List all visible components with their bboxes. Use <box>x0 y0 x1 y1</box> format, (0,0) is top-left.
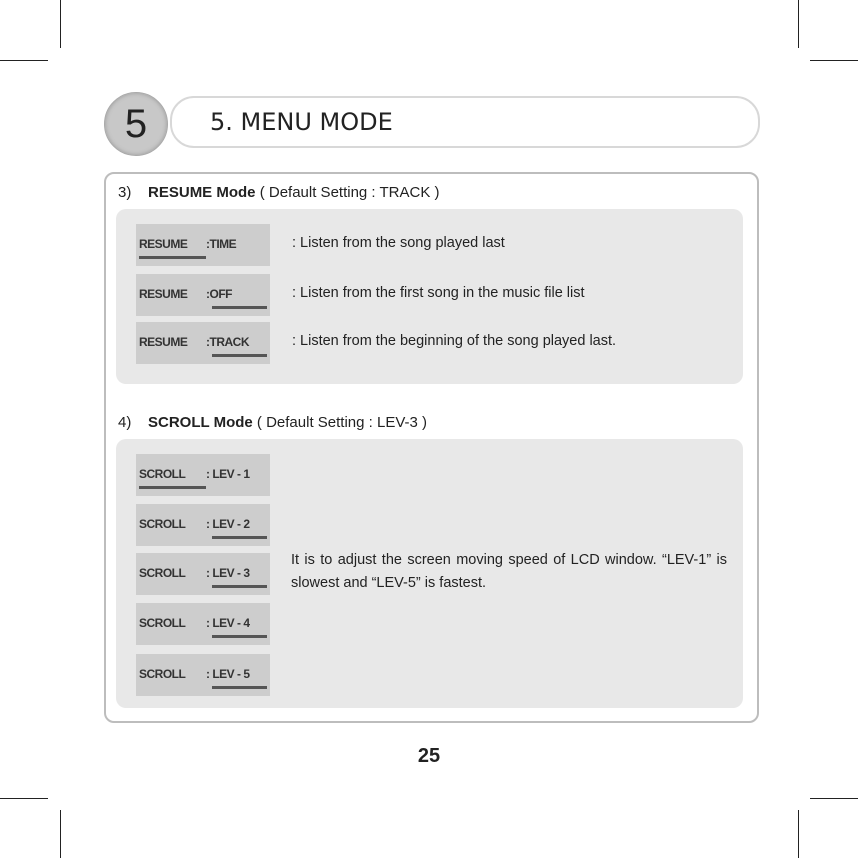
crop-mark <box>0 798 48 799</box>
crop-mark <box>60 0 61 48</box>
lcd-underline <box>212 585 267 588</box>
resume-item-description: : Listen from the first song in the music file list <box>292 285 585 301</box>
scroll-lcd-image <box>136 603 270 645</box>
lcd-value: : LEV - 4 <box>206 616 250 630</box>
lcd-label: RESUME <box>139 237 188 251</box>
page-number: 25 <box>417 745 441 767</box>
crop-mark <box>0 60 48 61</box>
scroll-name: SCROLL Mode <box>148 414 253 431</box>
resume-lcd-image <box>136 274 270 316</box>
lcd-label: RESUME <box>139 335 188 349</box>
crop-mark <box>798 810 799 858</box>
lcd-value: :TIME <box>206 237 237 251</box>
lcd-label: RESUME <box>139 287 188 301</box>
scroll-heading <box>118 414 427 431</box>
page-title: 5. MENU MODE <box>210 108 393 136</box>
lcd-underline <box>139 256 206 259</box>
resume-index: 3) <box>118 184 132 201</box>
scroll-index: 4) <box>118 414 132 431</box>
lcd-value: : LEV - 5 <box>206 667 250 681</box>
resume-item-description: : Listen from the beginning of the song played last. <box>292 333 617 349</box>
scroll-lcd-image <box>136 553 270 595</box>
lcd-value: : LEV - 2 <box>206 517 250 531</box>
resume-name: RESUME Mode <box>148 184 256 201</box>
lcd-value: : LEV - 3 <box>206 566 250 580</box>
lcd-underline <box>212 536 267 539</box>
lcd-value: : LEV - 1 <box>206 467 250 481</box>
lcd-label: SCROLL <box>139 667 186 681</box>
scroll-lcd-image <box>136 504 270 546</box>
crop-mark <box>810 798 858 799</box>
scroll-lcd-image <box>136 654 270 696</box>
scroll-lcd-image <box>136 454 270 496</box>
lcd-label: SCROLL <box>139 467 186 481</box>
resume-lcd-image <box>136 322 270 364</box>
crop-mark <box>60 810 61 858</box>
lcd-underline <box>212 354 267 357</box>
resume-default: ( Default Setting : TRACK ) <box>259 184 440 201</box>
lcd-underline <box>212 306 267 309</box>
resume-item-description: : Listen from the song played last <box>292 235 505 251</box>
lcd-label: SCROLL <box>139 566 186 580</box>
section-number-badge: 5 <box>104 92 168 156</box>
crop-mark <box>798 0 799 48</box>
lcd-label: SCROLL <box>139 616 186 630</box>
lcd-underline <box>212 686 267 689</box>
scroll-description: It is to adjust the screen moving speed of LCD window. “LEV-1” is slowest and “LEV-5” is fastest. <box>291 552 727 591</box>
lcd-label: SCROLL <box>139 517 186 531</box>
lcd-value: :OFF <box>206 287 232 301</box>
resume-lcd-image <box>136 224 270 266</box>
resume-heading <box>118 184 440 201</box>
lcd-value: :TRACK <box>206 335 249 349</box>
scroll-default: ( Default Setting : LEV-3 ) <box>256 414 428 431</box>
crop-mark <box>810 60 858 61</box>
lcd-underline <box>212 635 267 638</box>
lcd-underline <box>139 486 206 489</box>
